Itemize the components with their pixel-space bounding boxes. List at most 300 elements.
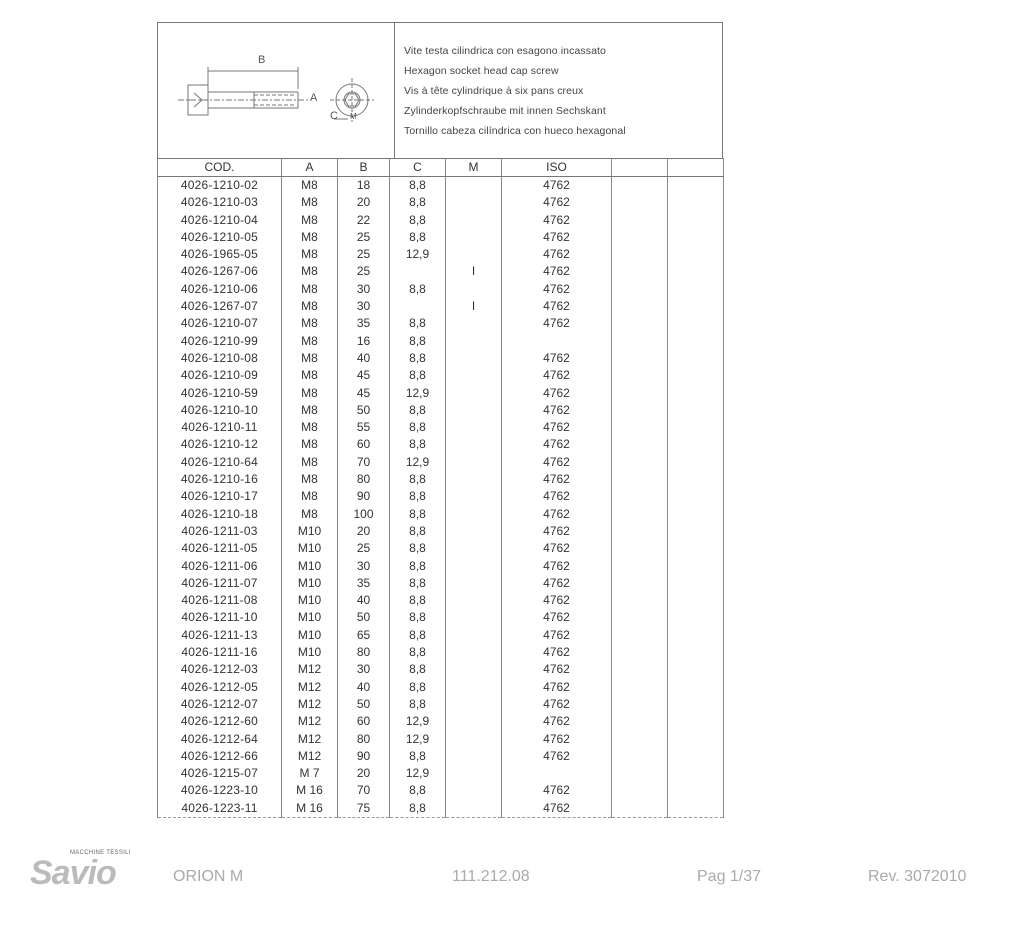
cell-iso: 4762 bbox=[502, 592, 612, 609]
cell-a: M8 bbox=[282, 229, 338, 246]
table-row bbox=[158, 315, 724, 332]
cell-cod: 4026-1210-18 bbox=[158, 506, 282, 523]
cell-m bbox=[446, 765, 502, 782]
cell-c: 8,8 bbox=[390, 592, 446, 609]
cell-b: 90 bbox=[338, 488, 390, 505]
cell-m bbox=[446, 731, 502, 748]
cell-a: M8 bbox=[282, 454, 338, 471]
cell-a: M12 bbox=[282, 679, 338, 696]
cell-a: M8 bbox=[282, 315, 338, 332]
cell-a: M8 bbox=[282, 488, 338, 505]
cell-iso: 4762 bbox=[502, 385, 612, 402]
cell-a: M8 bbox=[282, 419, 338, 436]
cell-cod: 4026-1267-07 bbox=[158, 298, 282, 315]
cell-a: M10 bbox=[282, 575, 338, 592]
cell-cod: 4026-1210-07 bbox=[158, 315, 282, 332]
cell-c: 8,8 bbox=[390, 540, 446, 557]
cell-c: 8,8 bbox=[390, 627, 446, 644]
cell-b: 55 bbox=[338, 419, 390, 436]
cell-cod: 4026-1210-06 bbox=[158, 281, 282, 298]
cell-b: 40 bbox=[338, 592, 390, 609]
cell-m bbox=[446, 782, 502, 799]
cell-a: M12 bbox=[282, 731, 338, 748]
description-it: Vite testa cilindrica con esagono incassato bbox=[404, 45, 606, 57]
cell-a: M8 bbox=[282, 333, 338, 350]
cell-iso: 4762 bbox=[502, 402, 612, 419]
cell-cod: 4026-1210-05 bbox=[158, 229, 282, 246]
cell-cod: 4026-1210-08 bbox=[158, 350, 282, 367]
cell-iso: 4762 bbox=[502, 229, 612, 246]
cell-c: 8,8 bbox=[390, 229, 446, 246]
parts-sheet bbox=[157, 22, 723, 834]
cell-cod: 4026-1210-64 bbox=[158, 454, 282, 471]
cell-iso: 4762 bbox=[502, 800, 612, 818]
cell-c: 8,8 bbox=[390, 194, 446, 211]
cell-a: M8 bbox=[282, 281, 338, 298]
cell-c: 12,9 bbox=[390, 765, 446, 782]
col-header-m: M bbox=[446, 159, 502, 177]
table-row bbox=[158, 246, 724, 263]
cell-blank-2 bbox=[668, 696, 724, 713]
cell-b: 20 bbox=[338, 765, 390, 782]
table-row bbox=[158, 419, 724, 436]
cell-iso: 4762 bbox=[502, 713, 612, 730]
cell-cod: 4026-1211-07 bbox=[158, 575, 282, 592]
cell-c: 8,8 bbox=[390, 212, 446, 229]
cell-m bbox=[446, 661, 502, 678]
cell-m: I bbox=[446, 263, 502, 280]
cell-cod: 4026-1212-03 bbox=[158, 661, 282, 678]
table-row bbox=[158, 263, 724, 280]
cell-cod: 4026-1211-06 bbox=[158, 558, 282, 575]
cell-c: 8,8 bbox=[390, 367, 446, 384]
cell-c: 8,8 bbox=[390, 696, 446, 713]
cell-b: 25 bbox=[338, 229, 390, 246]
cell-c: 8,8 bbox=[390, 488, 446, 505]
cell-a: M8 bbox=[282, 350, 338, 367]
table-row bbox=[158, 731, 724, 748]
cell-blank-2 bbox=[668, 644, 724, 661]
cell-m bbox=[446, 177, 502, 195]
cell-iso: 4762 bbox=[502, 644, 612, 661]
cell-b: 25 bbox=[338, 263, 390, 280]
cell-blank-1 bbox=[612, 713, 668, 730]
cell-iso: 4762 bbox=[502, 298, 612, 315]
cell-cod: 4026-1223-11 bbox=[158, 800, 282, 818]
cell-c: 8,8 bbox=[390, 609, 446, 626]
cell-blank-1 bbox=[612, 402, 668, 419]
cell-b: 45 bbox=[338, 385, 390, 402]
cell-iso: 4762 bbox=[502, 488, 612, 505]
screw-drawing bbox=[164, 27, 390, 155]
footer-revision: Rev. 3072010 bbox=[868, 868, 967, 885]
cell-c: 8,8 bbox=[390, 644, 446, 661]
table-row bbox=[158, 471, 724, 488]
cell-iso: 4762 bbox=[502, 194, 612, 211]
cell-blank-2 bbox=[668, 436, 724, 453]
cell-m bbox=[446, 748, 502, 765]
cell-m bbox=[446, 436, 502, 453]
table-row bbox=[158, 367, 724, 384]
description-de: Zylinderkopfschraube mit innen Sechskant bbox=[404, 105, 606, 117]
cell-c: 8,8 bbox=[390, 523, 446, 540]
cell-blank-2 bbox=[668, 679, 724, 696]
cell-b: 100 bbox=[338, 506, 390, 523]
cell-iso: 4762 bbox=[502, 558, 612, 575]
cell-iso: 4762 bbox=[502, 454, 612, 471]
cell-blank-1 bbox=[612, 506, 668, 523]
table-row bbox=[158, 661, 724, 678]
cell-blank-1 bbox=[612, 177, 668, 195]
cell-iso: 4762 bbox=[502, 540, 612, 557]
cell-blank-1 bbox=[612, 782, 668, 799]
cell-cod: 4026-1210-02 bbox=[158, 177, 282, 195]
cell-c: 8,8 bbox=[390, 679, 446, 696]
cell-b: 25 bbox=[338, 540, 390, 557]
cell-cod: 4026-1211-08 bbox=[158, 592, 282, 609]
cell-blank-2 bbox=[668, 471, 724, 488]
footer-model: ORION M bbox=[173, 868, 244, 885]
cell-a: M8 bbox=[282, 367, 338, 384]
cell-c: 8,8 bbox=[390, 558, 446, 575]
table-row bbox=[158, 679, 724, 696]
cell-cod: 4026-1223-10 bbox=[158, 782, 282, 799]
cell-blank-2 bbox=[668, 263, 724, 280]
cell-m bbox=[446, 350, 502, 367]
cell-c: 8,8 bbox=[390, 506, 446, 523]
col-header-cod: COD. bbox=[158, 159, 282, 177]
cell-a: M10 bbox=[282, 627, 338, 644]
cell-a: M12 bbox=[282, 661, 338, 678]
cell-m bbox=[446, 558, 502, 575]
cell-blank-1 bbox=[612, 246, 668, 263]
cell-iso: 4762 bbox=[502, 679, 612, 696]
cell-blank-1 bbox=[612, 333, 668, 350]
cell-cod: 4026-1212-64 bbox=[158, 731, 282, 748]
cell-m bbox=[446, 385, 502, 402]
cell-iso: 4762 bbox=[502, 471, 612, 488]
cell-cod: 4026-1210-99 bbox=[158, 333, 282, 350]
cell-blank-1 bbox=[612, 696, 668, 713]
cell-m bbox=[446, 540, 502, 557]
cell-blank-2 bbox=[668, 506, 724, 523]
cell-iso: 4762 bbox=[502, 263, 612, 280]
cell-blank-1 bbox=[612, 454, 668, 471]
cell-b: 18 bbox=[338, 177, 390, 195]
cell-iso: 4762 bbox=[502, 609, 612, 626]
cell-b: 20 bbox=[338, 194, 390, 211]
cell-iso: 4762 bbox=[502, 782, 612, 799]
cell-cod: 4026-1211-05 bbox=[158, 540, 282, 557]
cell-iso: 4762 bbox=[502, 281, 612, 298]
cell-b: 70 bbox=[338, 782, 390, 799]
logo-tagline: MACCHINE TESSILI bbox=[70, 850, 131, 856]
cell-blank-1 bbox=[612, 731, 668, 748]
cell-cod: 4026-1210-59 bbox=[158, 385, 282, 402]
cell-blank-2 bbox=[668, 350, 724, 367]
cell-blank-1 bbox=[612, 679, 668, 696]
table-row bbox=[158, 644, 724, 661]
cell-b: 90 bbox=[338, 748, 390, 765]
cell-blank-2 bbox=[668, 402, 724, 419]
cell-blank-2 bbox=[668, 523, 724, 540]
cell-a: M8 bbox=[282, 263, 338, 280]
cell-c: 8,8 bbox=[390, 419, 446, 436]
cell-a: M10 bbox=[282, 540, 338, 557]
cell-m bbox=[446, 281, 502, 298]
cell-blank-1 bbox=[612, 765, 668, 782]
cell-blank-1 bbox=[612, 212, 668, 229]
cell-blank-2 bbox=[668, 367, 724, 384]
cell-blank-2 bbox=[668, 575, 724, 592]
cell-a: M8 bbox=[282, 212, 338, 229]
cell-blank-1 bbox=[612, 575, 668, 592]
table-row bbox=[158, 782, 724, 799]
cell-b: 60 bbox=[338, 713, 390, 730]
cell-b: 75 bbox=[338, 800, 390, 818]
cell-c: 12,9 bbox=[390, 454, 446, 471]
cell-m: I bbox=[446, 298, 502, 315]
cell-m bbox=[446, 627, 502, 644]
label-m: M bbox=[350, 112, 357, 121]
cell-a: M12 bbox=[282, 713, 338, 730]
cell-blank-2 bbox=[668, 212, 724, 229]
cell-blank-2 bbox=[668, 713, 724, 730]
cell-b: 60 bbox=[338, 436, 390, 453]
cell-b: 30 bbox=[338, 281, 390, 298]
cell-c: 8,8 bbox=[390, 177, 446, 195]
cell-a: M10 bbox=[282, 592, 338, 609]
cell-m bbox=[446, 419, 502, 436]
description-block bbox=[404, 41, 718, 141]
cell-blank-1 bbox=[612, 298, 668, 315]
description-en: Hexagon socket head cap screw bbox=[404, 65, 559, 77]
label-c: C bbox=[330, 110, 338, 122]
cell-cod: 4026-1211-16 bbox=[158, 644, 282, 661]
cell-cod: 4026-1212-05 bbox=[158, 679, 282, 696]
table-row bbox=[158, 350, 724, 367]
cell-blank-2 bbox=[668, 782, 724, 799]
cell-cod: 4026-1210-16 bbox=[158, 471, 282, 488]
cell-a: M10 bbox=[282, 609, 338, 626]
table-row bbox=[158, 281, 724, 298]
cell-c: 8,8 bbox=[390, 575, 446, 592]
cell-m bbox=[446, 212, 502, 229]
cell-m bbox=[446, 315, 502, 332]
cell-blank-2 bbox=[668, 488, 724, 505]
cell-m bbox=[446, 488, 502, 505]
cell-blank-1 bbox=[612, 419, 668, 436]
col-header-c: C bbox=[390, 159, 446, 177]
cell-blank-1 bbox=[612, 436, 668, 453]
cell-c: 8,8 bbox=[390, 436, 446, 453]
cell-cod: 4026-1212-66 bbox=[158, 748, 282, 765]
cell-iso: 4762 bbox=[502, 315, 612, 332]
cell-blank-1 bbox=[612, 627, 668, 644]
table-row bbox=[158, 713, 724, 730]
cell-m bbox=[446, 506, 502, 523]
cell-cod: 4026-1210-11 bbox=[158, 419, 282, 436]
cell-blank-1 bbox=[612, 661, 668, 678]
cell-a: M8 bbox=[282, 177, 338, 195]
table-row bbox=[158, 229, 724, 246]
cell-m bbox=[446, 644, 502, 661]
cell-m bbox=[446, 679, 502, 696]
table-row bbox=[158, 609, 724, 626]
cell-b: 30 bbox=[338, 558, 390, 575]
cell-b: 70 bbox=[338, 454, 390, 471]
cell-blank-2 bbox=[668, 333, 724, 350]
cell-blank-1 bbox=[612, 471, 668, 488]
table-row bbox=[158, 748, 724, 765]
cell-a: M8 bbox=[282, 471, 338, 488]
cell-blank-2 bbox=[668, 246, 724, 263]
cell-a: M8 bbox=[282, 246, 338, 263]
cell-blank-1 bbox=[612, 748, 668, 765]
header-divider bbox=[394, 23, 395, 159]
table-row bbox=[158, 523, 724, 540]
savio-logo bbox=[30, 850, 145, 900]
cell-a: M 16 bbox=[282, 782, 338, 799]
cell-blank-2 bbox=[668, 765, 724, 782]
cell-a: M8 bbox=[282, 506, 338, 523]
col-header-a: A bbox=[282, 159, 338, 177]
cell-iso: 4762 bbox=[502, 523, 612, 540]
cell-blank-1 bbox=[612, 488, 668, 505]
cell-c: 8,8 bbox=[390, 281, 446, 298]
cell-blank-1 bbox=[612, 263, 668, 280]
cell-b: 25 bbox=[338, 246, 390, 263]
cell-c bbox=[390, 263, 446, 280]
parts-table bbox=[157, 158, 724, 818]
cell-cod: 4026-1210-17 bbox=[158, 488, 282, 505]
cell-blank-1 bbox=[612, 558, 668, 575]
table-row bbox=[158, 385, 724, 402]
cell-cod: 4026-1210-12 bbox=[158, 436, 282, 453]
cell-a: M12 bbox=[282, 696, 338, 713]
cell-b: 35 bbox=[338, 575, 390, 592]
table-row bbox=[158, 177, 724, 195]
cell-m bbox=[446, 333, 502, 350]
cell-a: M8 bbox=[282, 194, 338, 211]
table-row bbox=[158, 333, 724, 350]
label-b: B bbox=[258, 54, 266, 66]
cell-iso: 4762 bbox=[502, 506, 612, 523]
cell-blank-1 bbox=[612, 523, 668, 540]
logo-wordmark: Savio bbox=[30, 854, 116, 892]
cell-c bbox=[390, 298, 446, 315]
cell-blank-2 bbox=[668, 609, 724, 626]
cell-iso: 4762 bbox=[502, 212, 612, 229]
cell-a: M10 bbox=[282, 558, 338, 575]
cell-c: 8,8 bbox=[390, 782, 446, 799]
page-footer bbox=[0, 850, 1024, 906]
cell-blank-1 bbox=[612, 315, 668, 332]
cell-iso: 4762 bbox=[502, 246, 612, 263]
cell-m bbox=[446, 229, 502, 246]
cell-iso: 4762 bbox=[502, 436, 612, 453]
cell-blank-2 bbox=[668, 748, 724, 765]
cell-blank-1 bbox=[612, 367, 668, 384]
cell-iso bbox=[502, 333, 612, 350]
cell-m bbox=[446, 471, 502, 488]
cell-c: 8,8 bbox=[390, 333, 446, 350]
cell-iso bbox=[502, 765, 612, 782]
col-header-blank-1 bbox=[612, 159, 668, 177]
table-row bbox=[158, 436, 724, 453]
cell-b: 35 bbox=[338, 315, 390, 332]
table-row bbox=[158, 298, 724, 315]
cell-m bbox=[446, 575, 502, 592]
table-row bbox=[158, 592, 724, 609]
cell-blank-2 bbox=[668, 661, 724, 678]
cell-cod: 4026-1211-10 bbox=[158, 609, 282, 626]
cell-b: 80 bbox=[338, 731, 390, 748]
cell-cod: 4026-1267-06 bbox=[158, 263, 282, 280]
cell-cod: 4026-1210-10 bbox=[158, 402, 282, 419]
cell-blank-2 bbox=[668, 281, 724, 298]
cell-iso: 4762 bbox=[502, 367, 612, 384]
cell-b: 16 bbox=[338, 333, 390, 350]
cell-blank-2 bbox=[668, 731, 724, 748]
cell-iso: 4762 bbox=[502, 350, 612, 367]
cell-c: 12,9 bbox=[390, 731, 446, 748]
table-row bbox=[158, 488, 724, 505]
cell-b: 40 bbox=[338, 679, 390, 696]
cell-a: M10 bbox=[282, 644, 338, 661]
cell-c: 8,8 bbox=[390, 471, 446, 488]
cell-m bbox=[446, 609, 502, 626]
cell-iso: 4762 bbox=[502, 696, 612, 713]
cell-m bbox=[446, 402, 502, 419]
cell-a: M10 bbox=[282, 523, 338, 540]
sheet-header bbox=[157, 22, 723, 158]
cell-m bbox=[446, 592, 502, 609]
footer-code: 111.212.08 bbox=[452, 868, 530, 885]
cell-b: 80 bbox=[338, 644, 390, 661]
cell-blank-2 bbox=[668, 592, 724, 609]
cell-blank-2 bbox=[668, 419, 724, 436]
cell-cod: 4026-1210-09 bbox=[158, 367, 282, 384]
cell-blank-2 bbox=[668, 194, 724, 211]
table-row bbox=[158, 402, 724, 419]
cell-m bbox=[446, 194, 502, 211]
cell-m bbox=[446, 696, 502, 713]
cell-iso: 4762 bbox=[502, 748, 612, 765]
cell-blank-1 bbox=[612, 592, 668, 609]
cell-m bbox=[446, 523, 502, 540]
cell-a: M8 bbox=[282, 385, 338, 402]
cell-a: M12 bbox=[282, 748, 338, 765]
cell-blank-2 bbox=[668, 540, 724, 557]
cell-c: 12,9 bbox=[390, 246, 446, 263]
cell-c: 8,8 bbox=[390, 350, 446, 367]
cell-blank-1 bbox=[612, 800, 668, 818]
cell-blank-1 bbox=[612, 281, 668, 298]
table-row bbox=[158, 212, 724, 229]
cell-m bbox=[446, 454, 502, 471]
cell-blank-1 bbox=[612, 229, 668, 246]
cell-cod: 4026-1211-13 bbox=[158, 627, 282, 644]
cell-c: 8,8 bbox=[390, 661, 446, 678]
col-header-iso: ISO bbox=[502, 159, 612, 177]
col-header-b: B bbox=[338, 159, 390, 177]
cell-b: 40 bbox=[338, 350, 390, 367]
cell-iso: 4762 bbox=[502, 419, 612, 436]
label-a: A bbox=[310, 92, 318, 104]
cell-c: 8,8 bbox=[390, 402, 446, 419]
cell-c: 8,8 bbox=[390, 315, 446, 332]
